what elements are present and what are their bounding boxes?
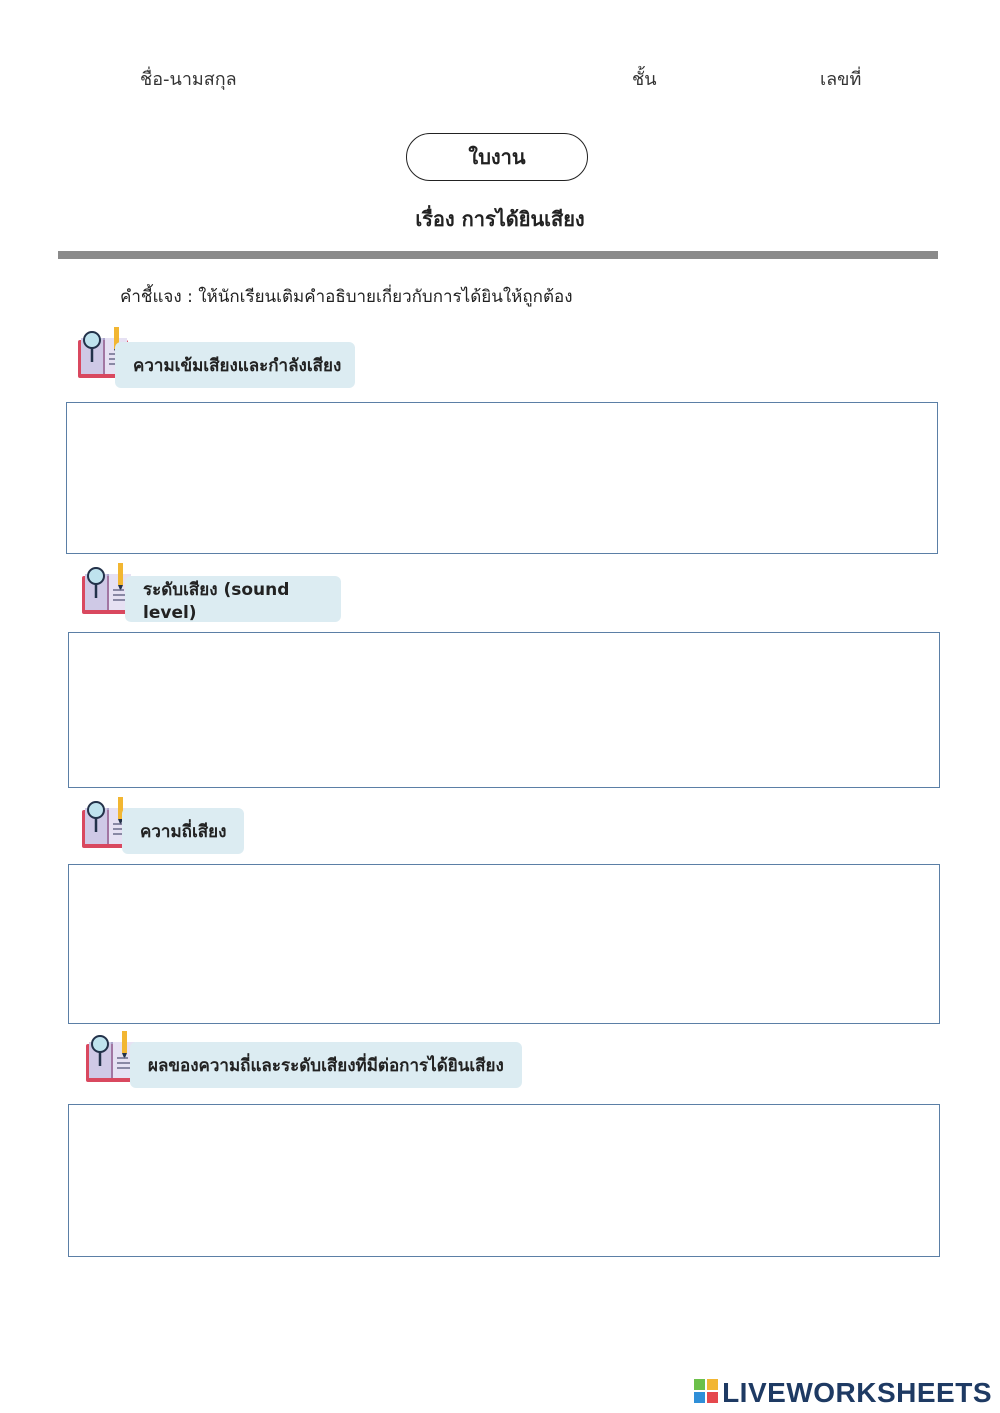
worksheet-title: ใบงาน [406, 133, 588, 181]
answer-box-effects[interactable] [68, 1104, 940, 1257]
section-label-frequency: ความถี่เสียง [122, 808, 244, 854]
section-label-sound-level: ระดับเสียง (sound level) [125, 576, 341, 622]
divider [58, 251, 938, 259]
answer-box-frequency[interactable] [68, 864, 940, 1024]
liveworksheets-logo [694, 1377, 992, 1409]
section-label-intensity: ความเข้มเสียงและกำลังเสียง [115, 342, 355, 388]
answer-box-intensity[interactable] [66, 402, 938, 554]
class-label: ชั้น [632, 69, 657, 90]
worksheet-subject: เรื่อง การได้ยินเสียง [415, 207, 585, 231]
name-label: ชื่อ-นามสกุล [140, 69, 237, 90]
answer-box-sound-level[interactable] [68, 632, 940, 788]
instruction-text: คำชี้แจง : ให้นักเรียนเติมคำอธิบายเกี่ยวกับการได้ยินให้ถูกต้อง [120, 287, 573, 307]
number-label: เลขที่ [820, 69, 862, 90]
logo-text: LIVEWORKSHEETS [722, 1377, 992, 1408]
liveworksheets-logo-icon [694, 1379, 718, 1407]
section-label-effects: ผลของความถี่และระดับเสียงที่มีต่อการได้ยินเสียง [130, 1042, 522, 1088]
